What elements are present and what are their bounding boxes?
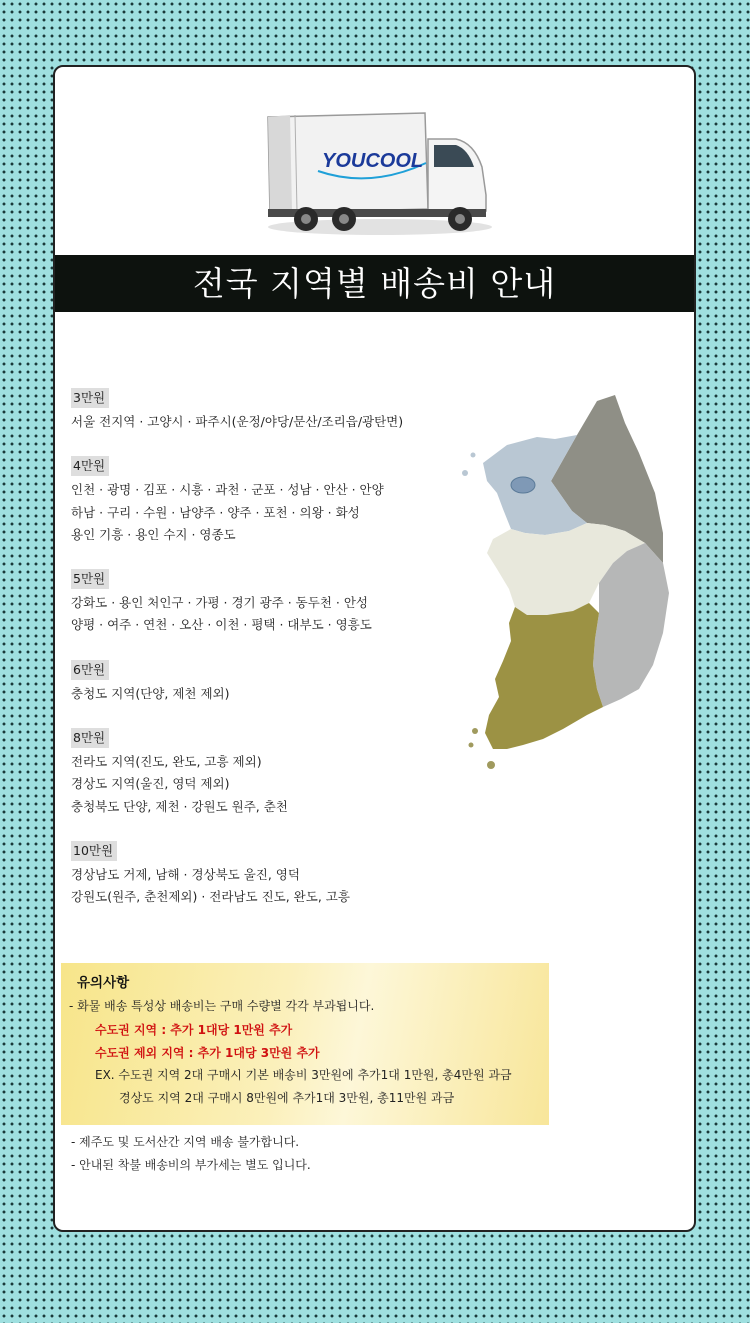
notice-example-text: EX. 수도권 지역 2대 구매시 기본 배송비 3만원에 추가1대 1만원, 총4만원 과금 — [95, 1068, 512, 1082]
tier-region-line: 충청북도 단양, 제천 · 강원도 원주, 춘천 — [71, 798, 288, 814]
tier-region-line: 경상도 지역(울진, 영덕 제외) — [71, 776, 230, 792]
notice-box — [61, 963, 549, 1125]
tier-region-line: 인천 · 광명 · 김포 · 시흥 · 과천 · 군포 · 성남 · 안산 · 안양 — [71, 482, 384, 498]
tier-price: 3만원 — [71, 388, 109, 408]
tier-region-line: 충청도 지역(단양, 제천 제외) — [71, 685, 230, 701]
notice-red-text: 수도권 지역 : 추가 1대당 1만원 추가 — [95, 1023, 293, 1037]
footer-note: - 제주도 및 도서산간 지역 배송 불가합니다. — [71, 1135, 300, 1149]
tier-price: 8만원 — [71, 728, 109, 748]
tier-4man — [71, 455, 451, 546]
map-seoul-marker — [511, 477, 535, 493]
tier-region-line: 강화도 · 용인 처인구 · 가평 · 경기 광주 · 동두천 · 안성 — [71, 595, 368, 611]
korea-region-map — [427, 393, 677, 781]
notice-title: 유의사항 — [77, 975, 130, 991]
tier-3man — [71, 387, 451, 433]
tier-region-line: 용인 기흥 · 용인 수지 · 영종도 — [71, 526, 236, 542]
footer-note: - 안내된 착불 배송비의 부가세는 별도 입니다. — [71, 1158, 311, 1172]
map-region-8man — [485, 603, 603, 749]
tier-price: 6만원 — [71, 660, 109, 680]
tier-5man — [71, 568, 451, 637]
tier-price: 5만원 — [71, 569, 109, 589]
tier-region-line: 전라도 지역(진도, 완도, 고흥 제외) — [71, 754, 262, 770]
tier-price: 4만원 — [71, 456, 109, 476]
notice-example-text: 경상도 지역 2대 구매시 8만원에 추가1대 3만원, 총11만원 과금 — [119, 1091, 455, 1105]
tier-region-line: 경상남도 거제, 남해 · 경상북도 울진, 영덕 — [71, 866, 300, 882]
shipping-info-card — [53, 65, 696, 1232]
tier-region-line: 서울 전지역 · 고양시 · 파주시(운정/야당/문산/조리읍/광탄면) — [71, 414, 404, 429]
shipping-tier-list — [71, 387, 451, 931]
tier-6man — [71, 659, 451, 705]
tier-region-line: 양평 · 여주 · 연천 · 오산 · 이천 · 평택 · 대부도 · 영흥도 — [71, 617, 372, 633]
tier-region-line: 강원도(원주, 춘천제외) · 전라남도 진도, 완도, 고흥 — [71, 889, 350, 905]
tier-8man — [71, 727, 451, 818]
svg-text:YOUCOOL: YOUCOOL — [322, 150, 424, 172]
notice-text: - 화물 배송 특성상 배송비는 구매 수량별 각각 부과됩니다. — [69, 999, 375, 1013]
page-title: 전국 지역별 배송비 안내 — [55, 255, 694, 312]
tier-10man — [71, 840, 451, 909]
delivery-truck-image — [260, 109, 500, 239]
tier-price: 10만원 — [71, 841, 117, 861]
notice-red-text: 수도권 제외 지역 : 추가 1대당 3만원 추가 — [95, 1046, 320, 1060]
tier-region-line: 하남 · 구리 · 수원 · 남양주 · 양주 · 포천 · 의왕 · 화성 — [71, 504, 360, 520]
